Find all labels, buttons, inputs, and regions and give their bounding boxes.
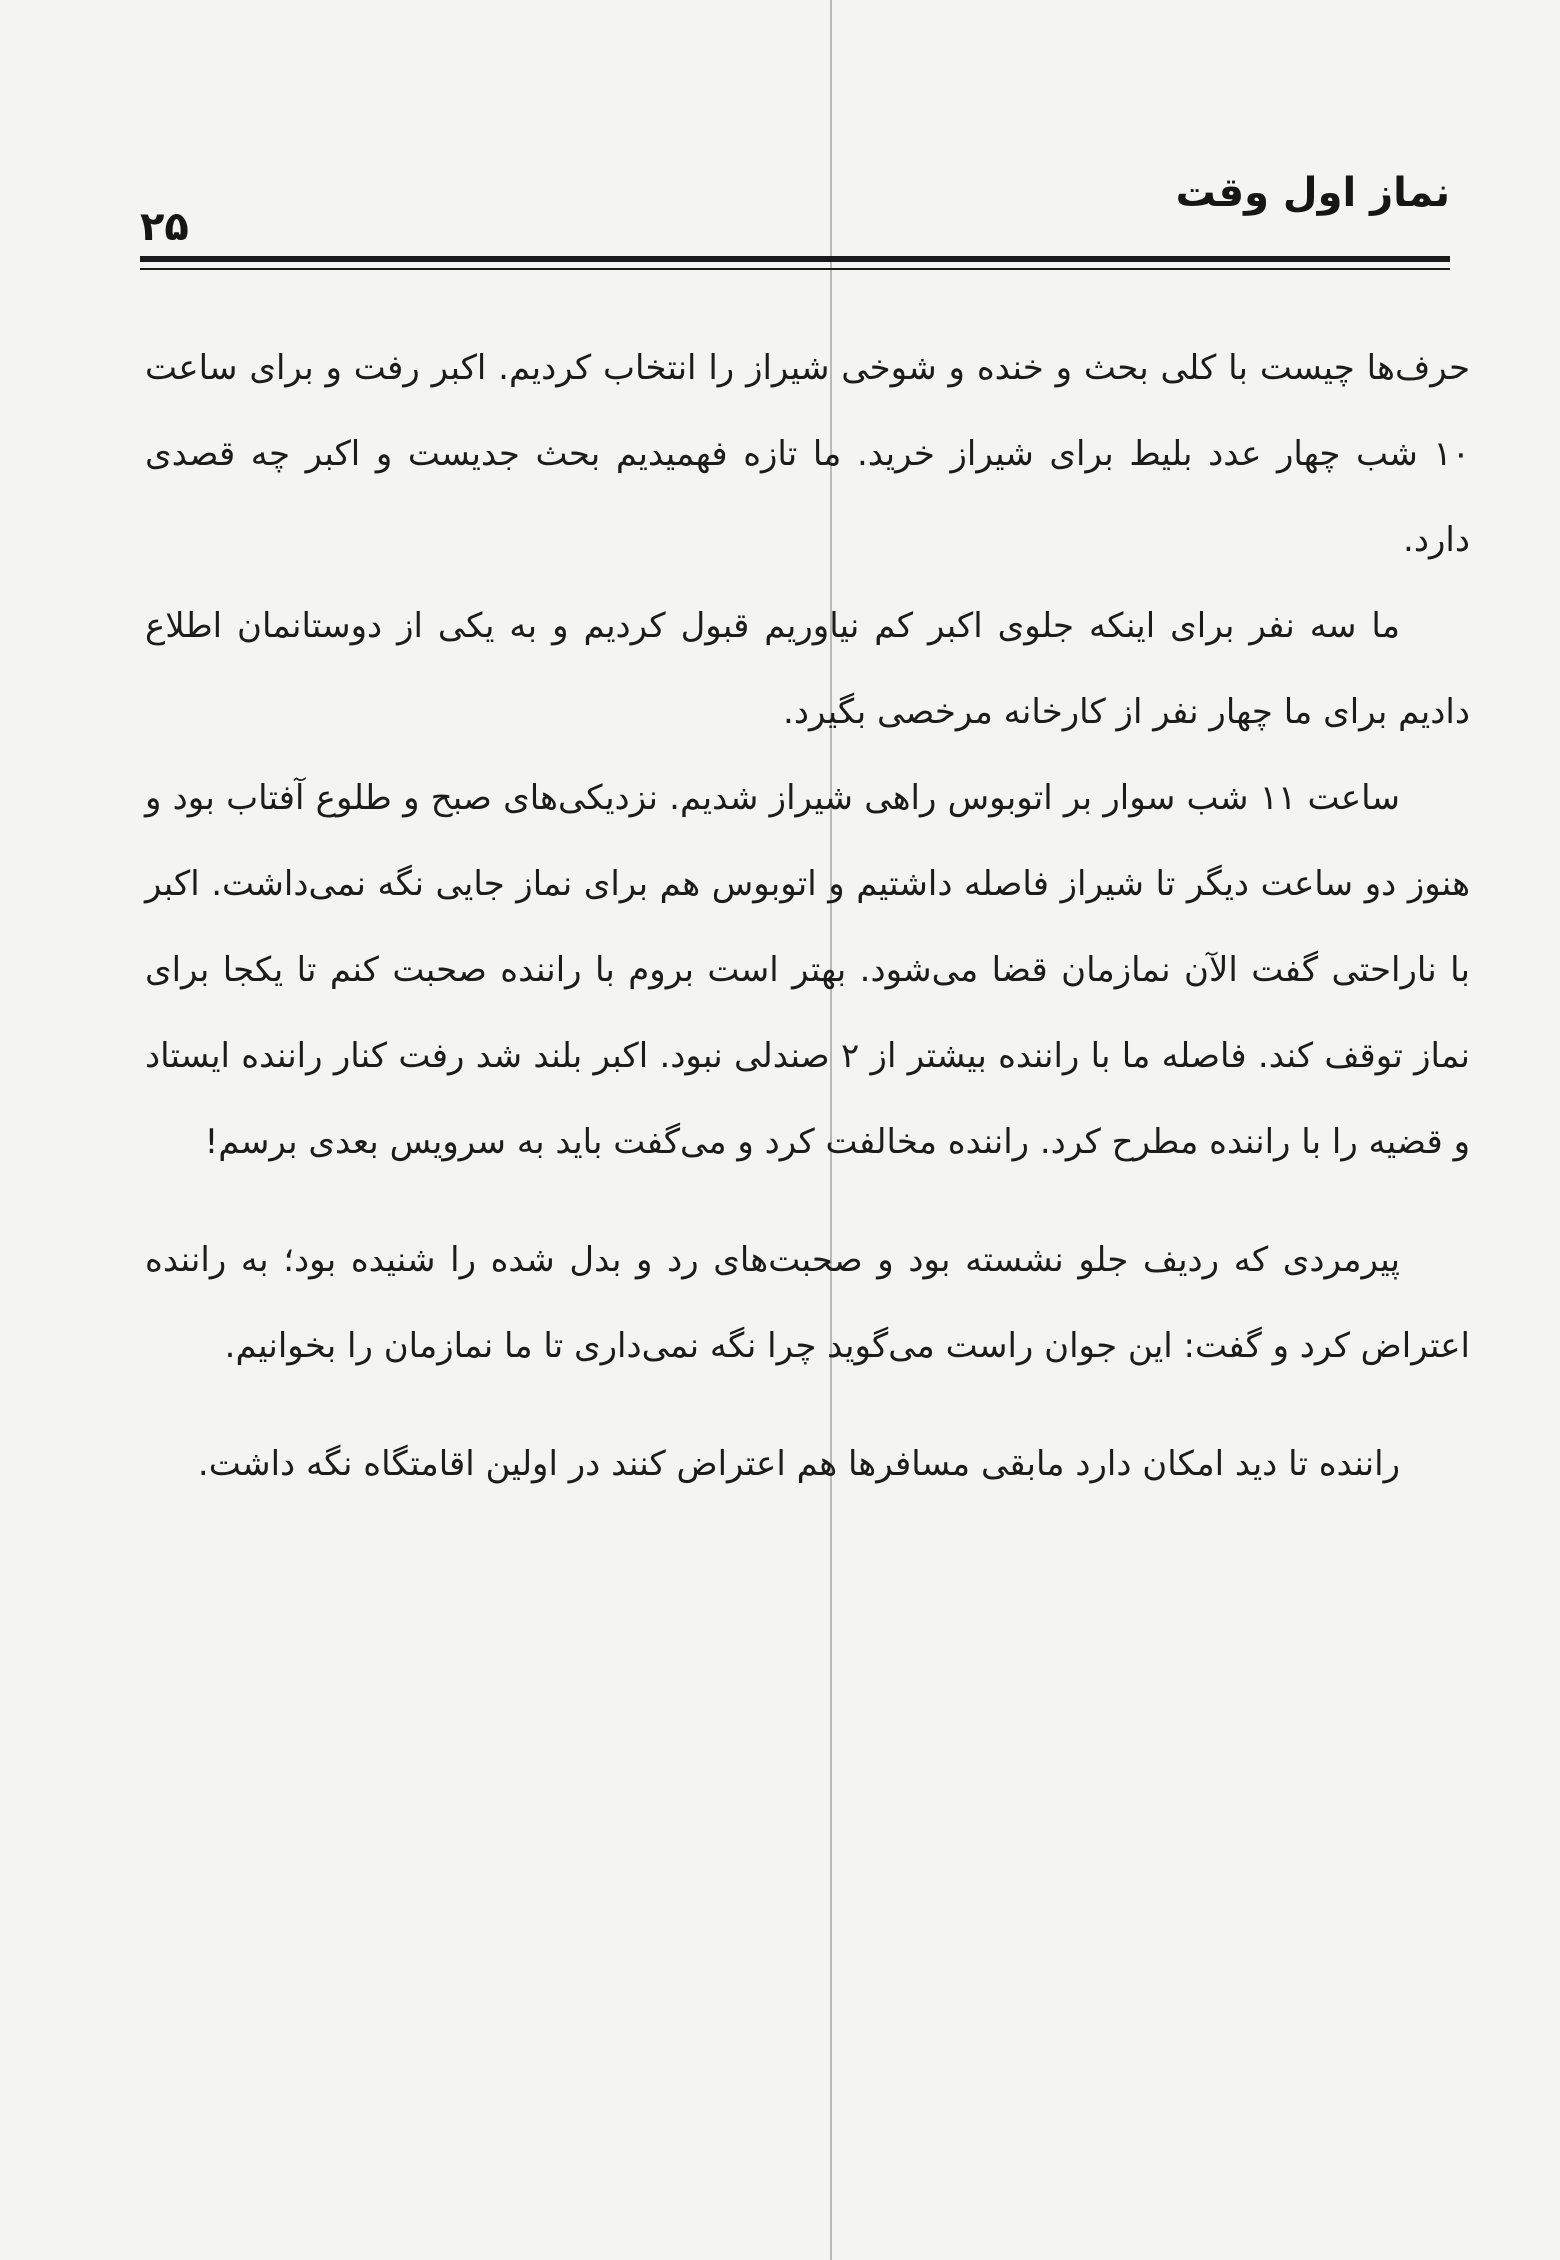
paragraph-2: ما سه نفر برای اینکه جلوی اکبر کم نیاوریم قبول کردیم و به یکی از دوستانمان اطلاع دادیم برای ما چهار نفر از کارخانه مرخصی بگیرد. (145, 606, 1470, 732)
paragraph-4: پیرمردی که ردیف جلو نشسته بود و صحبت‌های رد و بدل شده را شنیده بود؛ به راننده اعتراض کرد و گفت: این جوان راست می‌گوید چرا نگه نمی‌داری تا ما نمازمان را بخوانیم. (145, 1240, 1470, 1366)
paragraph-1: حرف‌ها چیست با کلی بحث و خنده و شوخی شیراز را انتخاب کردیم. اکبر رفت و برای ساعت ۱۰ شب چهار عدد بلیط برای شیراز خرید. ما تازه فهمیدیم بحث جدیست و اکبر چه قصدی دارد. (145, 348, 1470, 560)
page-header (140, 160, 1450, 270)
paragraph-5: راننده تا دید امکان دارد مابقی مسافرها هم اعتراض کنند در اولین اقامتگاه نگه داشت. (197, 1444, 1400, 1484)
page-number: ۲۵ (140, 204, 189, 250)
running-title: نماز اول وقت (1175, 170, 1450, 216)
header-rule-thick (140, 256, 1450, 262)
header-rule-thin (140, 268, 1450, 270)
paragraph-3: ساعت ۱۱ شب سوار بر اتوبوس راهی شیراز شدیم. نزدیکی‌های صبح و طلوع آفتاب بود و هنوز دو ساعت دیگر تا شیراز فاصله داشتیم و اتوبوس هم برای نماز جایی نگه نمی‌داشت. اکبر با ناراحتی گفت الآن نمازمان قضا می‌شود. بهتر است بروم با راننده صحبت کنم تا یکجا برای نماز توقف کند. فاصله ما با راننده بیشتر از ۲ صندلی نبود. اکبر بلند شد رفت کنار راننده ایستاد و قضیه را با راننده مطرح کرد. راننده مخالفت کرد و می‌گفت باید به سرویس بعدی برسم! (145, 778, 1470, 1162)
body-text (145, 325, 1470, 1507)
